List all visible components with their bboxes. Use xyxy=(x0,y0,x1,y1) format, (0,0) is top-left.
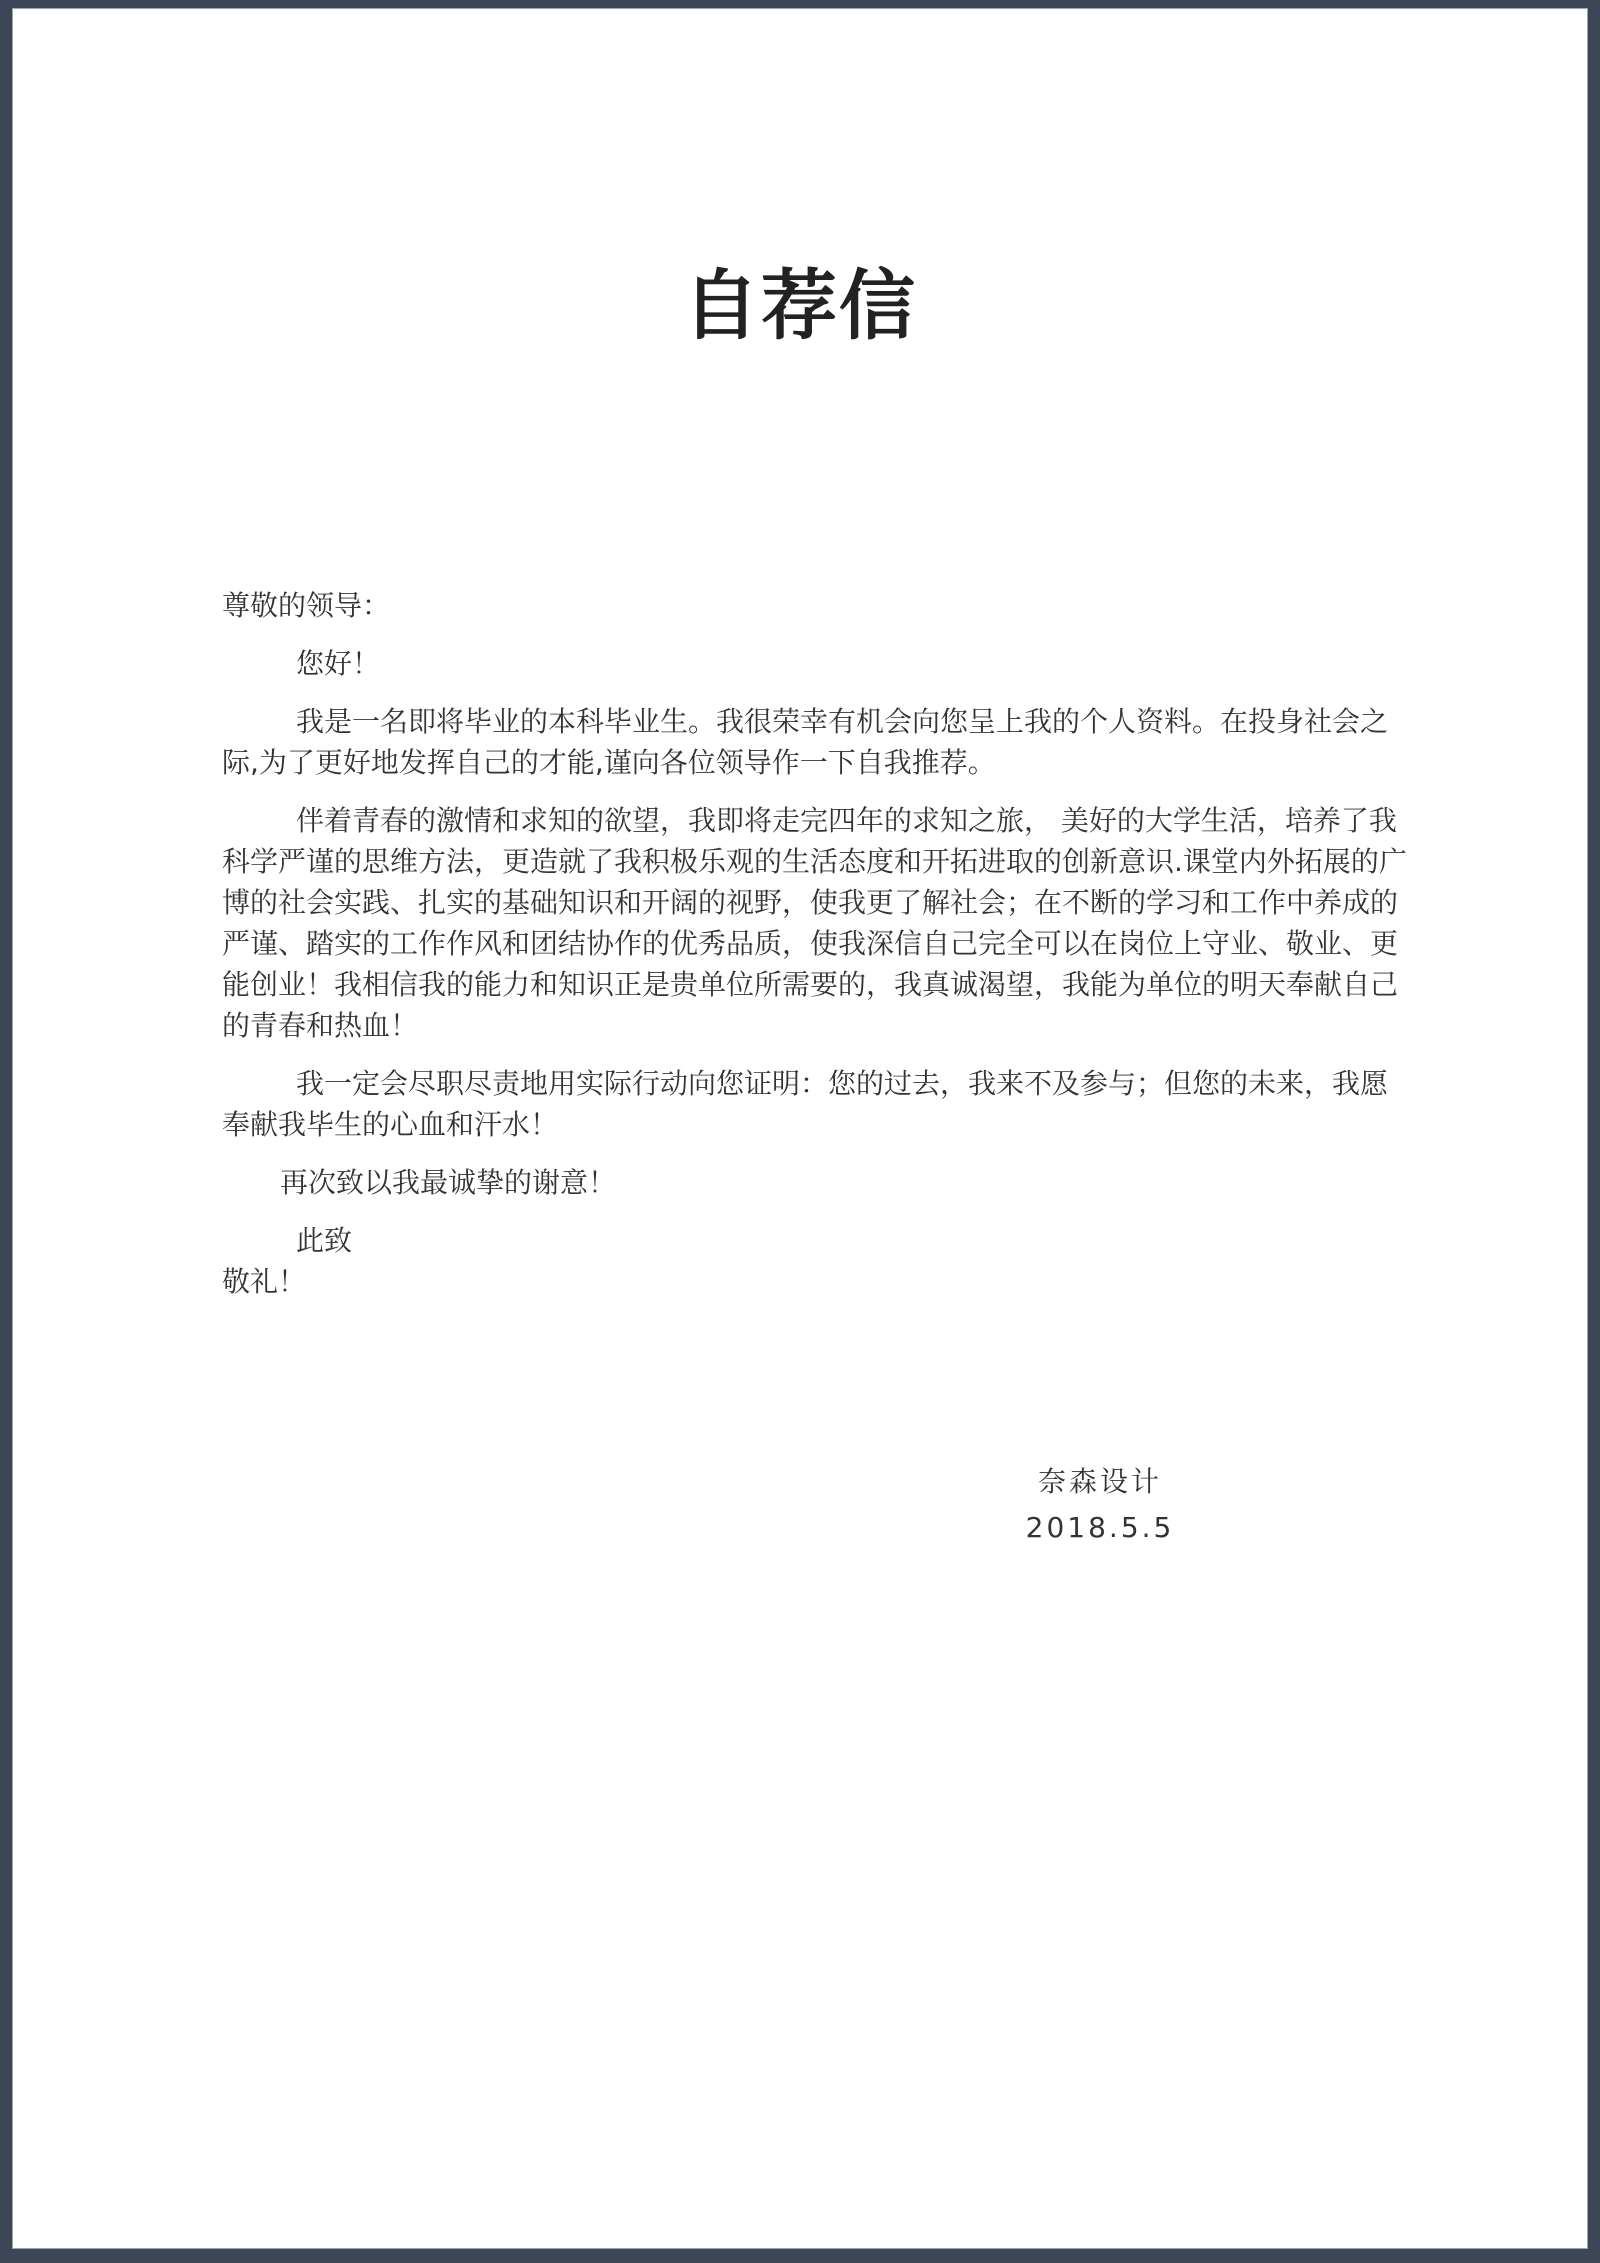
paragraph-commitment: 我一定会尽职尽责地用实际行动向您证明：您的过去，我来不及参与；但您的未来，我愿奉献我毕生的心血和汗水！ xyxy=(222,1067,1389,1141)
sender-name: 奈森设计 xyxy=(1037,1465,1162,1498)
signature-block xyxy=(1000,1460,1200,1555)
closing-line-2: 敬礼！ xyxy=(222,1265,307,1298)
salutation: 尊敬的领导： xyxy=(222,589,391,622)
letter-title: 自荐信 xyxy=(683,261,917,350)
paragraph-experience: 伴着青春的激情和求知的欲望，我即将走完四年的求知之旅， 美好的大学生活，培养了我科学严谨的思维方法，更造就了我积极乐观的生活态度和开拓进取的创新意识.课堂内外拓展的广博的社会实践、扎实的基础知识和开阔的视野，使我更了解社会；在不断的学习和工作中养成的严谨、踏实的工作作风和团结协作的优秀品质，使我深信自己完全可以在岗位上守业、敬业、更能创业！我相信我的能力和知识正是贵单位所需要的，我真诚渴望，我能为单位的明天奉献自己的青春和热血！ xyxy=(222,804,1407,1042)
letter-date: 2018.5.5 xyxy=(1025,1511,1175,1544)
greeting: 您好！ xyxy=(296,647,381,680)
closing-line-1: 此致 xyxy=(296,1224,353,1257)
paragraph-introduction: 我是一名即将毕业的本科毕业生。我很荣幸有机会向您呈上我的个人资料。在投身社会之际,为了更好地发挥自己的才能,谨向各位领导作一下自我推荐。 xyxy=(222,705,1389,779)
thanks-line: 再次致以我最诚挚的谢意！ xyxy=(280,1166,617,1199)
letter-body xyxy=(222,585,1412,1302)
